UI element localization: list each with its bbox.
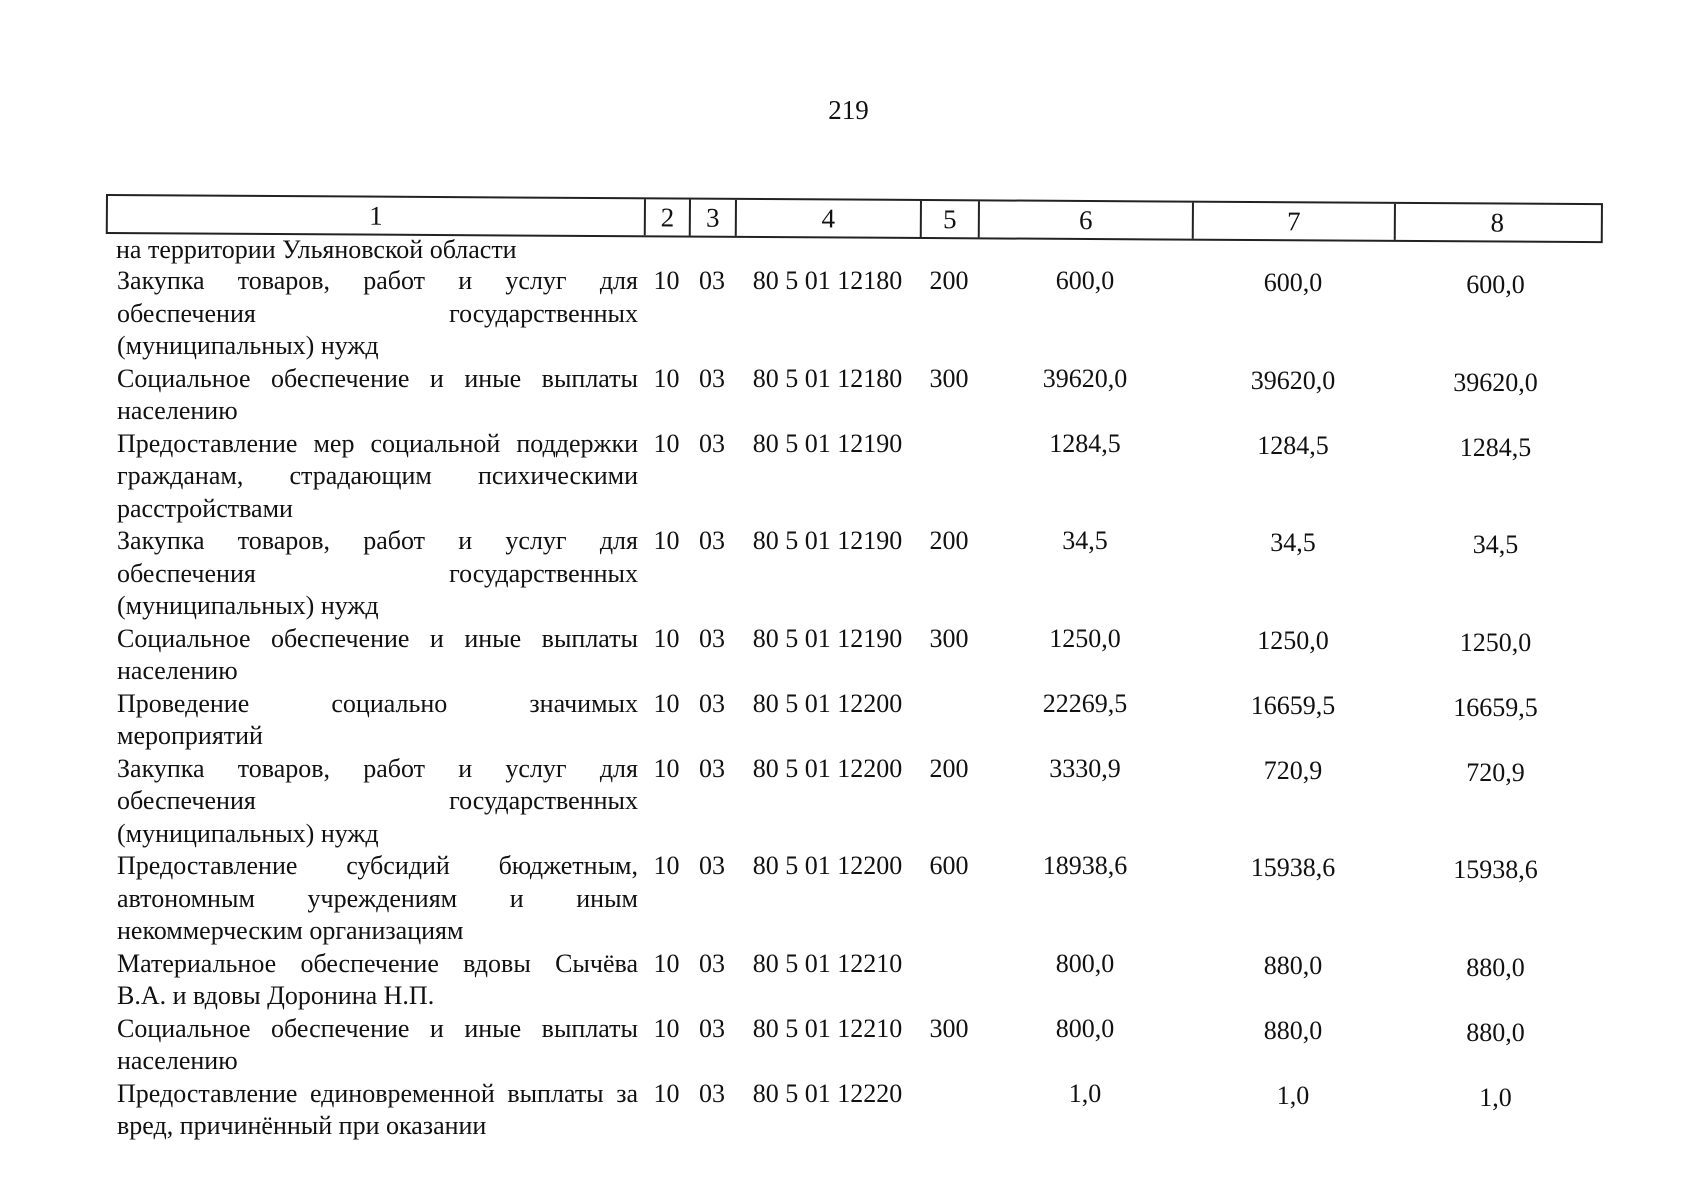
row-amount-col7: 16659,5: [1250, 690, 1336, 720]
row-amount-col8: 39620,0: [1453, 367, 1538, 397]
row-subsection-code: 03: [699, 266, 725, 295]
column-header-3: 3: [691, 200, 737, 236]
row-amount-col8: 600,0: [1466, 270, 1525, 299]
table-row: [106, 1013, 1603, 1078]
row-subsection-code: 03: [699, 526, 725, 555]
row-target-article: 80 5 01 12190: [752, 623, 903, 653]
row-section-code: 10: [653, 363, 680, 393]
table-row: [106, 688, 1603, 753]
row-amount-col7: 1,0: [1276, 1080, 1310, 1110]
row-description: Предоставление субсидий бюджетным, автономным учреждениям и иным некоммерческим организациям: [117, 851, 638, 945]
column-header-8: 8: [1490, 206, 1505, 238]
row-amount-col8: 34,5: [1472, 530, 1519, 559]
row-expense-type: 300: [929, 1013, 969, 1043]
row-amount-col6: 39620,0: [1042, 363, 1128, 393]
row-amount-col6: 1284,5: [1049, 428, 1121, 458]
row-subsection-code: 03: [699, 363, 725, 393]
row-amount-col7: 880,0: [1263, 950, 1323, 980]
row-amount-col7: 39620,0: [1250, 365, 1336, 395]
row-target-article: 80 5 01 12210: [752, 948, 903, 978]
table-row: [106, 850, 1603, 948]
row-subsection-code: 03: [699, 428, 725, 458]
row-amount-col6: 800,0: [1055, 948, 1115, 978]
row-amount-col7: 1250,0: [1257, 625, 1329, 655]
row-target-article: 80 5 01 12200: [752, 753, 903, 783]
row-amount-col8: 1,0: [1479, 1082, 1512, 1112]
table-row: [106, 753, 1603, 851]
row-description: Закупка товаров, работ и услуг для обеспечения государственных (муниципальных) нужд: [117, 266, 638, 360]
table-row: [106, 363, 1603, 428]
row-section-code: 10: [653, 526, 680, 555]
table-row: [106, 623, 1603, 688]
row-expense-type: 200: [929, 753, 969, 783]
row-subsection-code: 03: [699, 688, 725, 718]
row-amount-col7: 600,0: [1263, 268, 1323, 297]
column-header-2: 2: [646, 199, 691, 235]
row-amount-col7: 720,9: [1263, 755, 1323, 785]
row-target-article: 80 5 01 12210: [752, 1013, 903, 1043]
row-amount-col6: 22269,5: [1042, 688, 1128, 718]
table-body: [106, 234, 1603, 1143]
row-subsection-code: 03: [699, 1078, 725, 1108]
column-header-7: 7: [1194, 203, 1396, 240]
row-expense-type: 600: [929, 851, 969, 880]
row-amount-col7: 880,0: [1263, 1015, 1323, 1045]
row-description: Закупка товаров, работ и услуг для обеспечения государственных (муниципальных) нужд: [117, 526, 638, 620]
column-header-4: 4: [737, 200, 922, 237]
row-target-article: 80 5 01 12220: [752, 1078, 903, 1108]
table-row: [106, 265, 1603, 363]
row-description: Материальное обеспечение вдовы Сычёва В.А. и вдовы Доронина Н.П.: [117, 948, 638, 1010]
row-description: Предоставление единовременной выплаты за вред, причинённый при оказании: [117, 1078, 638, 1140]
table-row: [106, 525, 1603, 623]
row-amount-col6: 18938,6: [1042, 851, 1128, 880]
row-description: Проведение социально значимых мероприятий: [117, 688, 638, 750]
row-amount-col8: 880,0: [1466, 1017, 1525, 1047]
row-expense-type: 200: [929, 526, 969, 555]
continued-row-text: на территории Ульяновской области: [116, 235, 517, 264]
row-target-article: 80 5 01 12180: [752, 266, 903, 295]
row-subsection-code: 03: [699, 851, 725, 880]
row-amount-col8: 720,9: [1466, 757, 1525, 787]
budget-table: [106, 194, 1603, 1143]
row-target-article: 80 5 01 12190: [752, 428, 903, 458]
page-number: 219: [828, 95, 869, 125]
row-target-article: 80 5 01 12200: [752, 851, 903, 880]
row-amount-col6: 3330,9: [1049, 753, 1121, 783]
row-description: Предоставление мер социальной поддержки гражданам, страдающим психическими расстройствами: [117, 428, 638, 523]
column-header-1: 1: [108, 196, 646, 235]
row-description: Социальное обеспечение и иные выплаты населению: [117, 363, 638, 425]
row-expense-type: 200: [929, 266, 969, 295]
row-amount-col7: 15938,6: [1250, 853, 1336, 882]
row-amount-col8: 1284,5: [1459, 432, 1532, 462]
row-section-code: 10: [653, 753, 680, 783]
column-header-6: 6: [980, 201, 1194, 238]
row-description: Закупка товаров, работ и услуг для обеспечения государственных (муниципальных) нужд: [117, 753, 638, 848]
row-amount-col6: 600,0: [1055, 266, 1115, 295]
row-description: Социальное обеспечение и иные выплаты населению: [117, 1013, 638, 1075]
row-amount-col8: 16659,5: [1453, 692, 1538, 722]
row-amount-col8: 15938,6: [1453, 855, 1538, 884]
row-subsection-code: 03: [699, 623, 725, 653]
row-section-code: 10: [653, 851, 680, 880]
row-section-code: 10: [653, 266, 680, 295]
row-description: Социальное обеспечение и иные выплаты населению: [117, 623, 638, 685]
row-target-article: 80 5 01 12180: [752, 363, 903, 393]
row-amount-col6: 34,5: [1062, 526, 1108, 555]
row-subsection-code: 03: [699, 753, 725, 783]
row-section-code: 10: [653, 1013, 680, 1043]
row-amount-col6: 1,0: [1068, 1078, 1102, 1108]
table-row: [106, 1078, 1603, 1143]
row-section-code: 10: [653, 623, 680, 653]
row-section-code: 10: [653, 948, 680, 978]
row-amount-col6: 1250,0: [1049, 623, 1121, 653]
row-amount-col8: 1250,0: [1459, 627, 1532, 657]
column-header-5: 5: [922, 201, 980, 237]
row-subsection-code: 03: [699, 1013, 725, 1043]
row-subsection-code: 03: [699, 948, 725, 978]
row-target-article: 80 5 01 12190: [752, 526, 903, 555]
row-section-code: 10: [653, 428, 680, 458]
row-amount-col8: 880,0: [1466, 952, 1525, 982]
row-amount-col6: 800,0: [1055, 1013, 1115, 1043]
row-amount-col7: 1284,5: [1257, 430, 1329, 460]
row-section-code: 10: [653, 688, 680, 718]
row-target-article: 80 5 01 12200: [752, 688, 903, 718]
row-section-code: 10: [653, 1078, 680, 1108]
table-row: [106, 948, 1603, 1013]
row-amount-col7: 34,5: [1270, 528, 1316, 557]
row-expense-type: 300: [929, 363, 969, 393]
row-expense-type: 300: [929, 623, 969, 653]
table-row: [106, 428, 1603, 526]
